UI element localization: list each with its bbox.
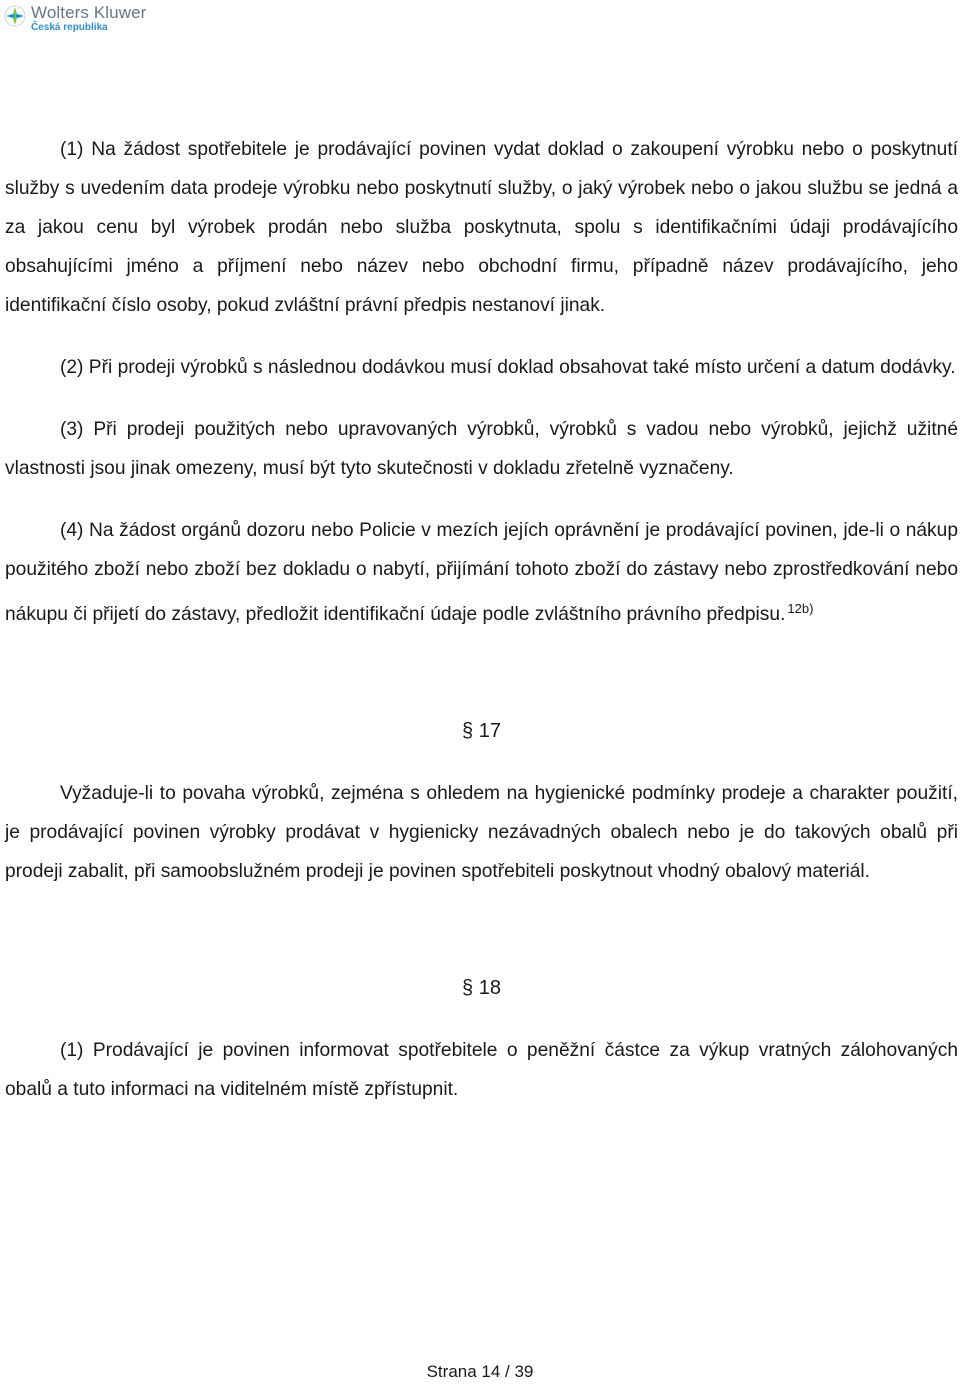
section-17-text: Vyžaduje-li to povaha výrobků, zejména s ohledem na hygienické podmínky prodeje a charakter použití, je prodávající povinen výrobky prodávat v hygienicky nezávadných obalech nebo je do takových obalů při prodeji zabalit, při samoobslužném prodeji je povinen spotřebiteli poskytnout vhodný obalový materiál.: [5, 783, 958, 882]
page-number: Strana 14 / 39: [426, 1362, 534, 1381]
document-body: [5, 130, 958, 1109]
publisher-logo: [4, 4, 146, 33]
section-18-text: (1) Prodávající je povinen informovat spotřebitele o peněžní částce za výkup vratných zálohovaných obalů a tuto informaci na viditelném místě zpřístupnit.: [5, 1040, 958, 1100]
logo-subtitle: Česká republika: [31, 22, 108, 33]
footnote-ref[interactable]: 12b): [787, 601, 814, 616]
logo-name: Wolters Kluwer: [31, 3, 147, 22]
paragraph-3: (3) Při prodeji použitých nebo upravovaných výrobků, výrobků s vadou nebo výrobků, jejichž užitné vlastnosti jsou jinak omezeny, musí být tyto skutečnosti v dokladu zřetelně vyznačeny.: [5, 419, 958, 479]
section-heading-18: § 18: [462, 977, 501, 999]
wolters-kluwer-logo-icon: [4, 5, 26, 27]
paragraph-1: (1) Na žádost spotřebitele je prodávající povinen vydat doklad o zakoupení výrobku nebo o poskytnutí služby s uvedením data prodeje výrobku nebo poskytnutí služby, o jaký výrobek nebo o jakou službu se jedná a za jakou cenu byl výrobek prodán nebo služba poskytnuta, spolu s identifikačními údaji prodávajícího obsahujícími jméno a příjmení nebo název nebo obchodní firmu, případně název prodávajícího, jeho identifikační číslo osoby, pokud zvláštní právní předpis nestanoví jinak.: [5, 139, 958, 316]
paragraph-2: (2) Při prodeji výrobků s následnou dodávkou musí doklad obsahovat také místo určení a datum dodávky.: [60, 357, 956, 378]
section-heading-17: § 17: [462, 720, 501, 742]
paragraph-4: (4) Na žádost orgánů dozoru nebo Policie v mezích jejích oprávnění je prodávající povinen, jde-li o nákup použitého zboží nebo zboží bez dokladu o nabytí, přijímání tohoto zboží do zástavy nebo zprostředkování nebo nákupu či přijetí do zástavy, předložit identifikační údaje podle zvláštního právního předpisu. $^{12b)}$: [5, 520, 958, 625]
